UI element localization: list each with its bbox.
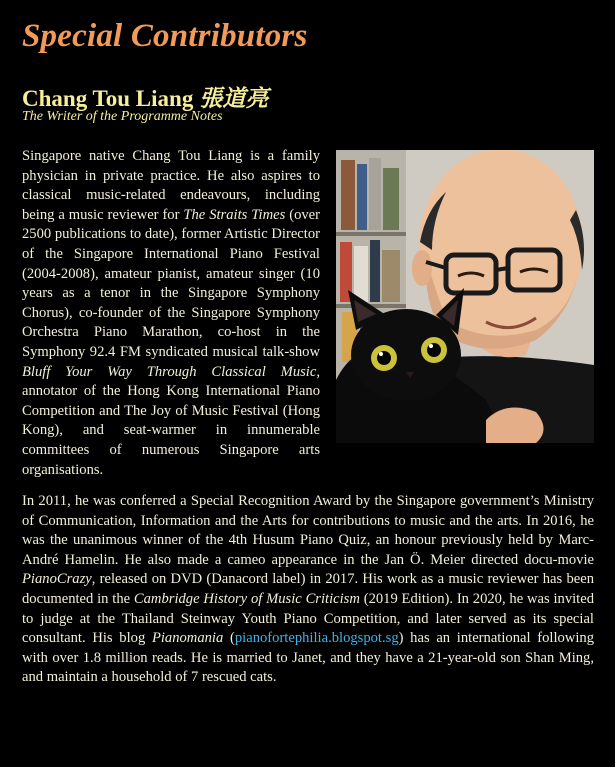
bio2-italic-book: Cambridge History of Music Criticism bbox=[133, 590, 360, 607]
bio-paragraph-2 bbox=[22, 492, 594, 688]
blog-link[interactable]: pianofortephilia.blogspot.sg bbox=[234, 630, 399, 647]
bio1-italic-newspaper: The Straits Times bbox=[183, 206, 286, 223]
contributor-name-cjk: 張道亮 bbox=[199, 86, 269, 111]
bio1-text-1: Singapore native Chang Tou Liang is a family physician in private practice. He also aspires to classical music-related endeavours, including being a music reviewer for bbox=[22, 148, 320, 223]
bio2-text-3: (2019 Edition). In 2020, he was invited to judge at the Thailand Steinway Youth Piano Competition, and later served as its special consultant. His blog bbox=[22, 590, 595, 647]
contributor-photo bbox=[336, 150, 594, 443]
bio1-italic-show: Bluff Your Way Through Classical Music bbox=[22, 363, 317, 380]
bio2-text-4: ( bbox=[223, 630, 235, 647]
portrait-illustration bbox=[336, 150, 594, 443]
page-title: Special Contributors bbox=[22, 18, 308, 54]
bio2-text-5: ) has an international following with over 1.8 million reads. He is married to Janet, and they have a 21-year-old son Shan Ming, and maintain a household of 7 rescued cats. bbox=[22, 630, 594, 686]
bio2-text-2: , released on DVD (Danacord label) in 2017. His work as a music reviewer has been documented in the bbox=[22, 571, 594, 607]
bio1-text-2: (over 2500 publications to date), former Artistic Director of the Singapore International Piano Festival (2004-2008), amateur pianist, amateur singer (10 years as a tenor in the Singapore Symphony Chorus), co-founder of the Singapore Symphony Orchestra Piano Marathon, co-host in the Symphony 92.4 FM syndicated musical talk-show bbox=[22, 206, 320, 360]
bio1-text-3: , annotator of the Hong Kong International Piano Competition and The Joy of Music Festival (Hong Kong), and seat-warmer in innumerable committees of numerous Singapore arts organisations. bbox=[22, 363, 320, 478]
contributor-name-latin: Chang Tou Liang bbox=[22, 86, 194, 111]
bio-paragraph-1 bbox=[22, 147, 320, 480]
bio2-text-1: In 2011, he was conferred a Special Recognition Award by the Singapore government’s Ministry of Communication, Information and the Arts for contributions to music and the arts. In 2016, he was the unanimous winner of the 4th Husum Piano Quiz, an honour previously held by Marc-André Hamelin. He also made a cameo appearance in the Jan Ö. Meier directed docu-movie bbox=[22, 493, 594, 568]
bio2-italic-blog: Pianomania bbox=[151, 630, 224, 647]
bio2-italic-movie: PianoCrazy bbox=[22, 571, 92, 588]
contributor-role: The Writer of the Programme Notes bbox=[22, 109, 223, 124]
